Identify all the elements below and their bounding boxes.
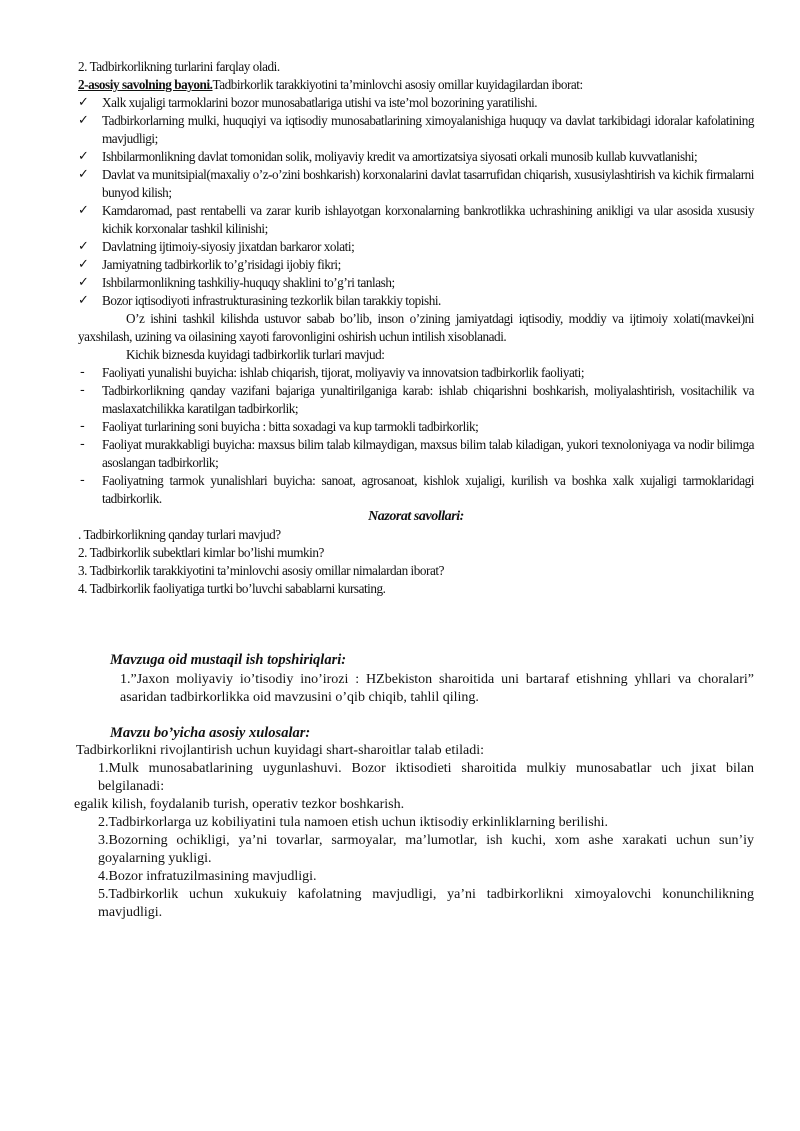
independent-work-title: Mavzuga oid mustaqil ish topshiriqlari: — [110, 652, 347, 668]
checkmark-icon: ✓ — [78, 239, 89, 254]
control-questions-title: Nazorat savollari: — [368, 509, 464, 524]
control-question: . Tadbirkorlikning qanday turlari mavjud? — [78, 527, 281, 542]
check-item: ✓ Kamdaromad, past rentabelli va zarar kurib ishlayotgan korxonalarning bankrotlikka uchrashining anikligi va ular asosida xususiy kichik korxonalar tashkil kilinishi; — [78, 203, 754, 236]
upper-section — [78, 58, 754, 598]
checkmark-icon: ✓ — [78, 293, 89, 308]
control-questions-list — [78, 526, 754, 598]
conclusion-item: 2.Tadbirkorlarga uz kobiliyatini tula namoen etish uchun iktisodiy erkinliklarning berilishi. — [98, 815, 609, 830]
check-item: ✓ Ishbilarmonlikning tashkiliy-huquqy shaklini to’g’ri tanlash; — [78, 275, 395, 290]
conclusions-section — [74, 724, 754, 922]
dash-item: - Faoliyat turlarining soni buyicha : bitta soxadagi va kup tarmokli tadbirkorlik; — [80, 419, 479, 434]
conclusion-item: 4.Bozor infratuzilmasining mavjudligi. — [98, 869, 317, 884]
dash-item: - Tadbirkorlikning qanday vazifani bajariga yunaltirilganiga karab: ishlab chiqarishni boshkarish, moliyalashtirish, vositachilik va maslaxatchilikka karatilgan tadbirkorlik; — [80, 383, 754, 416]
control-question: 2. Tadbirkorlik subektlari kimlar bo’lishi mumkin? — [78, 545, 324, 560]
paragraph-motivation: O’z ishini tashkil kilishda ustuvor sabab bo’lib, inson o’zining jamiyatdagi iqtisodiy, moddiy va ijtimoiy xolati(mavkei)ni yaxshilash, uzining va oilasining xayoti farovonligini oshirish uchun intilish xisoblanadi. — [78, 311, 754, 344]
dash-item: - Faoliyatning tarmok yunalishlari buyicha: sanoat, agrosanoat, kishlok xujaligi, kurilish va boshka xalk xujaligi tarmoklaridagi tadbirkorlik. — [80, 473, 754, 506]
dash-bullet-icon: - — [80, 419, 85, 434]
conclusion-item-continuation: egalik kilish, foydalanib turish, operativ tezkor boshkarish. — [74, 797, 405, 812]
check-item: ✓ Tadbirkorlarning mulki, huquqiyi va iqtisodiy munosabatlarining ximoyalanishiga huquqy va davlat tarkibidagi idoralar kafolatining mavjudligi; — [78, 113, 754, 146]
conclusion-item: 1.Mulk munosabatlarining uygunlashuvi. Bozor iktisodieti sharoitida mulkiy munosabatlar uch jixat bilan belgilanadi: — [98, 761, 754, 794]
check-item: ✓ Davlatning ijtimoiy-siyosiy jixatdan barkaror xolati; — [78, 239, 355, 254]
checkmark-icon: ✓ — [78, 149, 89, 164]
section2-paragraph — [78, 76, 754, 94]
intro-line: 2. Tadbirkorlikning turlarini farqlay oladi. — [78, 59, 280, 74]
paragraph-types-lead: Kichik biznesda kuyidagi tadbirkorlik turlari mavjud: — [126, 347, 385, 362]
section2-lead: Tadbirkorlik tarakkiyotini ta’minlovchi asosiy omillar kuyidagilardan iborat: — [212, 77, 583, 92]
check-item: ✓ Bozor iqtisodiyoti infrastrukturasining tezkorlik bilan tarakkiy topishi. — [78, 293, 441, 308]
section2-heading: 2-asosiy savolning bayoni. — [78, 77, 213, 92]
conclusion-item: 3.Bozorning ochikligi, ya’ni tovarlar, sarmoyalar, ma’lumotlar, ish kuchi, xom ashe xarakati uchun sun’iy goyalarning yukligi. — [98, 833, 754, 866]
check-item: ✓ Davlat va munitsipial(maxaliy o’z-o’zini boshkarish) korxonalarini davlat tasarrufidan chiqarish, xususiylashtirish va kichik firmalarni bunyod kilish; — [78, 167, 754, 200]
check-item: ✓ Xalk xujaligi tarmoklarini bozor munosabatlariga utishi va iste’mol bozorining yaratilishi. — [78, 95, 538, 110]
control-question: 4. Tadbirkorlik faoliyatiga turtki bo’luvchi sabablarni kursating. — [78, 581, 386, 596]
checkmark-icon: ✓ — [78, 275, 89, 290]
checkmark-icon: ✓ — [78, 203, 89, 218]
dash-item: - Faoliyat murakkabligi buyicha: maxsus bilim talab kilmaydigan, maxsus bilim talab kiladigan, yukori texnoloniyaga va nodir bilimga asoslangan tadbirkorlik; — [80, 437, 754, 470]
checkmark-icon: ✓ — [78, 113, 89, 128]
dash-bullet-icon: - — [80, 383, 85, 398]
dash-bullet-icon: - — [80, 437, 85, 452]
dash-bullet-icon: - — [80, 473, 85, 488]
checkmark-icon: ✓ — [78, 257, 89, 272]
check-item: ✓ Jamiyatning tadbirkorlik to’g’risidagi ijobiy fikri; — [78, 257, 341, 272]
conclusion-item: 5.Tadbirkorlik uchun xukukuiy kafolatning mavjudligi, ya’ni tadbirkorlikni ximoyalovchi konunchilikning mavjudligi. — [98, 887, 754, 920]
checkmark-icon: ✓ — [78, 167, 89, 182]
checklist — [78, 94, 754, 310]
dash-item: - Faoliyati yunalishi buyicha: ishlab chiqarish, tijorat, moliyaviy va innovatsion tadbirkorlik faoliyati; — [80, 365, 585, 380]
independent-work-section — [78, 651, 754, 707]
dash-list — [78, 364, 754, 508]
independent-work-task: 1.”Jaxon moliyaviy io’tisodiy ino’irozi : HZbekiston sharoitida uni bartaraf etishning yhllari va choralari” asaridan tadbirkorlikka oid mavzusini o’qib chiqib, tahlil qiling. — [120, 672, 754, 705]
check-item: ✓ Ishbilarmonlikning davlat tomonidan solik, moliyaviy kredit va amortizatsiya siyosati orkali munosib kullab kuvvatlanishi; — [78, 149, 698, 164]
dash-bullet-icon: - — [80, 365, 85, 380]
checkmark-icon: ✓ — [78, 95, 89, 110]
control-question: 3. Tadbirkorlik tarakkiyotini ta’minlovchi asosiy omillar nimalardan iborat? — [78, 563, 445, 578]
conclusions-lead: Tadbirkorlikni rivojlantirish uchun kuyidagi shart-sharoitlar talab etiladi: — [76, 743, 485, 758]
conclusions-title: Mavzu bo’yicha asosiy xulosalar: — [110, 725, 311, 741]
